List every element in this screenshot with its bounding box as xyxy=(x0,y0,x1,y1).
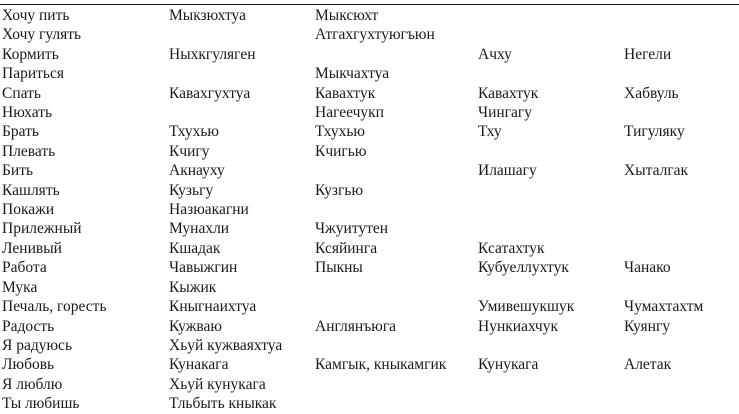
russian-word-cell: Любовь xyxy=(2,356,55,374)
translation-cell xyxy=(476,336,622,355)
translation-cell xyxy=(476,278,622,297)
translation-cell: Тхухью xyxy=(315,123,366,141)
russian-word-cell: Брать xyxy=(2,123,39,141)
translation-cell: Кшадак xyxy=(169,239,221,257)
table-row xyxy=(0,239,739,258)
translation-cell: Негели xyxy=(624,45,672,63)
translation-cell xyxy=(167,25,313,44)
translation-cell: Чумахтахтм xyxy=(624,298,704,316)
translation-cell xyxy=(313,161,476,180)
translation-cell: Нагеечукп xyxy=(315,104,384,122)
translation-cell: Ксатахтук xyxy=(478,239,545,257)
translation-cell xyxy=(622,103,739,122)
translation-cell xyxy=(313,297,476,316)
vocabulary-table xyxy=(0,6,739,414)
translation-cell: Кужваю xyxy=(169,317,223,335)
russian-word-cell: Я люблю xyxy=(2,375,63,393)
translation-cell xyxy=(313,336,476,355)
translation-cell: Мыкчахтуа xyxy=(315,65,390,83)
translation-cell: Ачху xyxy=(478,45,512,63)
russian-word-cell: Спать xyxy=(2,84,41,102)
table-row xyxy=(0,375,739,394)
translation-cell xyxy=(622,181,739,200)
translation-cell xyxy=(313,200,476,219)
translation-cell: Англянъюга xyxy=(315,317,397,335)
translation-cell: Алетак xyxy=(624,356,672,374)
translation-cell: Хабвуль xyxy=(624,84,679,102)
russian-word-cell: Работа xyxy=(2,259,47,277)
translation-cell xyxy=(313,45,476,64)
table-row xyxy=(0,258,739,277)
translation-cell xyxy=(622,375,739,394)
translation-cell xyxy=(476,6,622,25)
table-row xyxy=(0,278,739,297)
top-rule xyxy=(0,4,739,5)
translation-cell xyxy=(622,200,739,219)
translation-cell xyxy=(167,64,313,83)
translation-cell: Мунахли xyxy=(169,220,230,238)
russian-word-cell: Прилежный xyxy=(2,220,82,238)
translation-cell: Кыжик xyxy=(169,278,217,296)
translation-cell: Кчигью xyxy=(315,142,367,160)
translation-cell xyxy=(313,375,476,394)
table-row xyxy=(0,394,739,413)
russian-word-cell: Кормить xyxy=(2,45,59,63)
translation-cell xyxy=(313,278,476,297)
translation-cell xyxy=(313,394,476,413)
translation-cell: Кавахтук xyxy=(315,84,376,102)
translation-cell: Илашагу xyxy=(478,162,537,180)
translation-cell xyxy=(622,64,739,83)
table-row xyxy=(0,103,739,122)
table-row xyxy=(0,142,739,161)
translation-cell: Кчигу xyxy=(169,142,210,160)
translation-cell xyxy=(622,336,739,355)
translation-cell: Назюакагни xyxy=(169,201,249,219)
russian-word-cell: Плевать xyxy=(2,142,56,160)
russian-word-cell: Кашлять xyxy=(2,181,60,199)
translation-cell xyxy=(476,142,622,161)
translation-cell: Тигуляку xyxy=(624,123,685,141)
russian-word-cell: Радость xyxy=(2,317,55,335)
russian-word-cell: Я радуюсь xyxy=(2,336,73,354)
translation-cell: Мыксюхт xyxy=(315,7,379,24)
translation-cell: Ксяйинга xyxy=(315,239,378,257)
translation-cell xyxy=(622,142,739,161)
table-row xyxy=(0,161,739,180)
table-row xyxy=(0,122,739,141)
table-row xyxy=(0,297,739,316)
translation-cell xyxy=(167,103,313,122)
russian-word-cell: Мука xyxy=(2,278,38,296)
translation-cell xyxy=(476,181,622,200)
translation-cell: Кубуеллухтук xyxy=(478,259,569,277)
translation-cell xyxy=(622,278,739,297)
translation-cell: Пыкны xyxy=(315,259,363,277)
translation-cell: Тхухью xyxy=(169,123,220,141)
table-row xyxy=(0,355,739,374)
russian-word-cell: Хочу пить xyxy=(2,7,70,24)
russian-word-cell: Париться xyxy=(2,65,64,83)
table-row xyxy=(0,25,739,44)
translation-cell: Кузьгу xyxy=(169,181,214,199)
translation-cell: Кузгью xyxy=(315,181,364,199)
translation-cell: Нункиахчук xyxy=(478,317,558,335)
translation-cell: Кавахгухтуа xyxy=(169,84,251,102)
translation-cell: Акнауху xyxy=(169,162,225,180)
table-row xyxy=(0,317,739,336)
translation-cell: Чингагу xyxy=(478,104,533,122)
translation-cell: Чжуитутен xyxy=(315,220,389,238)
translation-cell: Хыталгак xyxy=(624,162,689,180)
translation-cell xyxy=(476,394,622,413)
translation-cell: Чавыжгин xyxy=(169,259,238,277)
translation-cell: Кавахтук xyxy=(478,84,539,102)
russian-word-cell: Печаль, горесть xyxy=(2,298,107,316)
translation-cell xyxy=(476,375,622,394)
translation-cell xyxy=(476,200,622,219)
russian-word-cell: Ты любишь xyxy=(2,395,80,413)
table-row xyxy=(0,336,739,355)
russian-word-cell: Ленивый xyxy=(2,239,62,257)
translation-cell xyxy=(476,219,622,238)
russian-word-cell: Хочу гулять xyxy=(2,26,82,44)
translation-cell: Кунакага xyxy=(169,356,229,374)
translation-cell: Хьуй кужваяхтуа xyxy=(169,336,283,354)
translation-cell xyxy=(622,219,739,238)
table-row xyxy=(0,200,739,219)
russian-word-cell: Покажи xyxy=(2,201,55,219)
translation-cell xyxy=(476,64,622,83)
translation-cell: Тльбыть кныкак xyxy=(169,395,277,413)
table-row xyxy=(0,84,739,103)
vocabulary-table-body xyxy=(0,6,739,414)
translation-cell xyxy=(622,6,739,25)
translation-cell: Умивешукшук xyxy=(478,298,575,316)
translation-cell: Чанако xyxy=(624,259,671,277)
translation-cell: Камгык, кныкамгик xyxy=(315,356,447,374)
table-row xyxy=(0,45,739,64)
translation-cell: Ныхкгуляген xyxy=(169,45,256,63)
table-row xyxy=(0,181,739,200)
translation-cell: Хьуй кунукага xyxy=(169,375,266,393)
table-row xyxy=(0,64,739,83)
translation-cell xyxy=(622,239,739,258)
translation-cell: Атгахгухтуюгъюн xyxy=(315,26,435,44)
translation-cell: Тху xyxy=(478,123,502,141)
russian-word-cell: Бить xyxy=(2,162,34,180)
translation-cell: Кныгнаихтуа xyxy=(169,298,257,316)
translation-cell: Мыкзюхтуа xyxy=(169,7,246,24)
table-row xyxy=(0,219,739,238)
translation-cell: Кунукага xyxy=(478,356,539,374)
translation-cell xyxy=(476,25,622,44)
table-row xyxy=(0,6,739,25)
translation-cell xyxy=(622,394,739,413)
translation-cell xyxy=(622,25,739,44)
russian-word-cell: Нюхать xyxy=(2,104,53,122)
translation-cell: Куянгу xyxy=(624,317,671,335)
